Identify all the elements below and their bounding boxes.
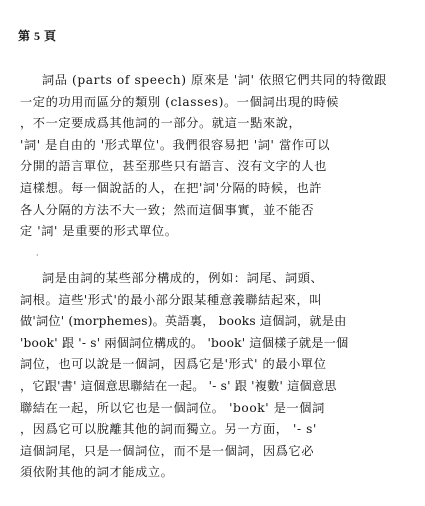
text-line: 須依附其他的詞才能成立。: [20, 465, 174, 480]
text-line: 'book' 跟 '- s' 兩個詞位構成的。 'book' 這個樣子就是一個: [20, 335, 349, 350]
text-line: ，不一定要成爲其他詞的一部分。就這一點來說，: [20, 116, 302, 131]
separator-mark: ·: [36, 251, 39, 260]
paragraph-parts-of-speech: [20, 70, 412, 243]
text-line: 各人分隔的方法不大一致；然而這個事實，並不能否: [20, 202, 315, 217]
text-line: '詞' 是自由的 '形式單位'。我們很容易把 '詞' 當作可以: [20, 137, 331, 152]
text-line: 聯結在一起，所以它也是一個詞位。 'book' 是一個詞: [20, 400, 325, 415]
text-line: 詞是由詞的某些部分構成的，例如：詞尾、詞頭、: [42, 271, 324, 285]
text-line: 一定的功用而區分的類別 (classes)。一個詞出現的時候: [20, 94, 340, 109]
page-number: 第 5 頁: [18, 29, 57, 43]
text-line: 詞位，也可以說是一個詞，因爲它是'形式' 的最小單位: [20, 357, 327, 372]
text-line: 做'詞位' (morphemes)。英語裏， books 這個詞，就是由: [20, 314, 347, 329]
text-line: 這樣想。每一個說話的人，在把'詞'分隔的時候，也許: [20, 180, 323, 195]
text-line: 這個詞尾，只是一個詞位，而不是一個詞，因爲它必: [20, 443, 315, 458]
paragraph-morphemes: [20, 268, 412, 484]
text-line: ，它跟'書' 這個意思聯結在一起。 '- s' 跟 '複數' 這個意思: [20, 378, 337, 393]
text-line: 分開的語言單位，甚至那些只有語言、沒有文字的人也: [20, 159, 327, 174]
text-line: ，因爲它可以脫離其他的詞而獨立。另一方面， '- s': [20, 422, 317, 437]
text-line: 詞品 (parts of speech) 原來是 '詞' 依照它們共同的特徵跟: [42, 73, 387, 87]
text-line: 定 '詞' 是重要的形式單位。: [20, 224, 178, 239]
text-line: 詞根。這些'形式'的最小部分跟某種意義聯結起來，叫: [20, 292, 323, 307]
